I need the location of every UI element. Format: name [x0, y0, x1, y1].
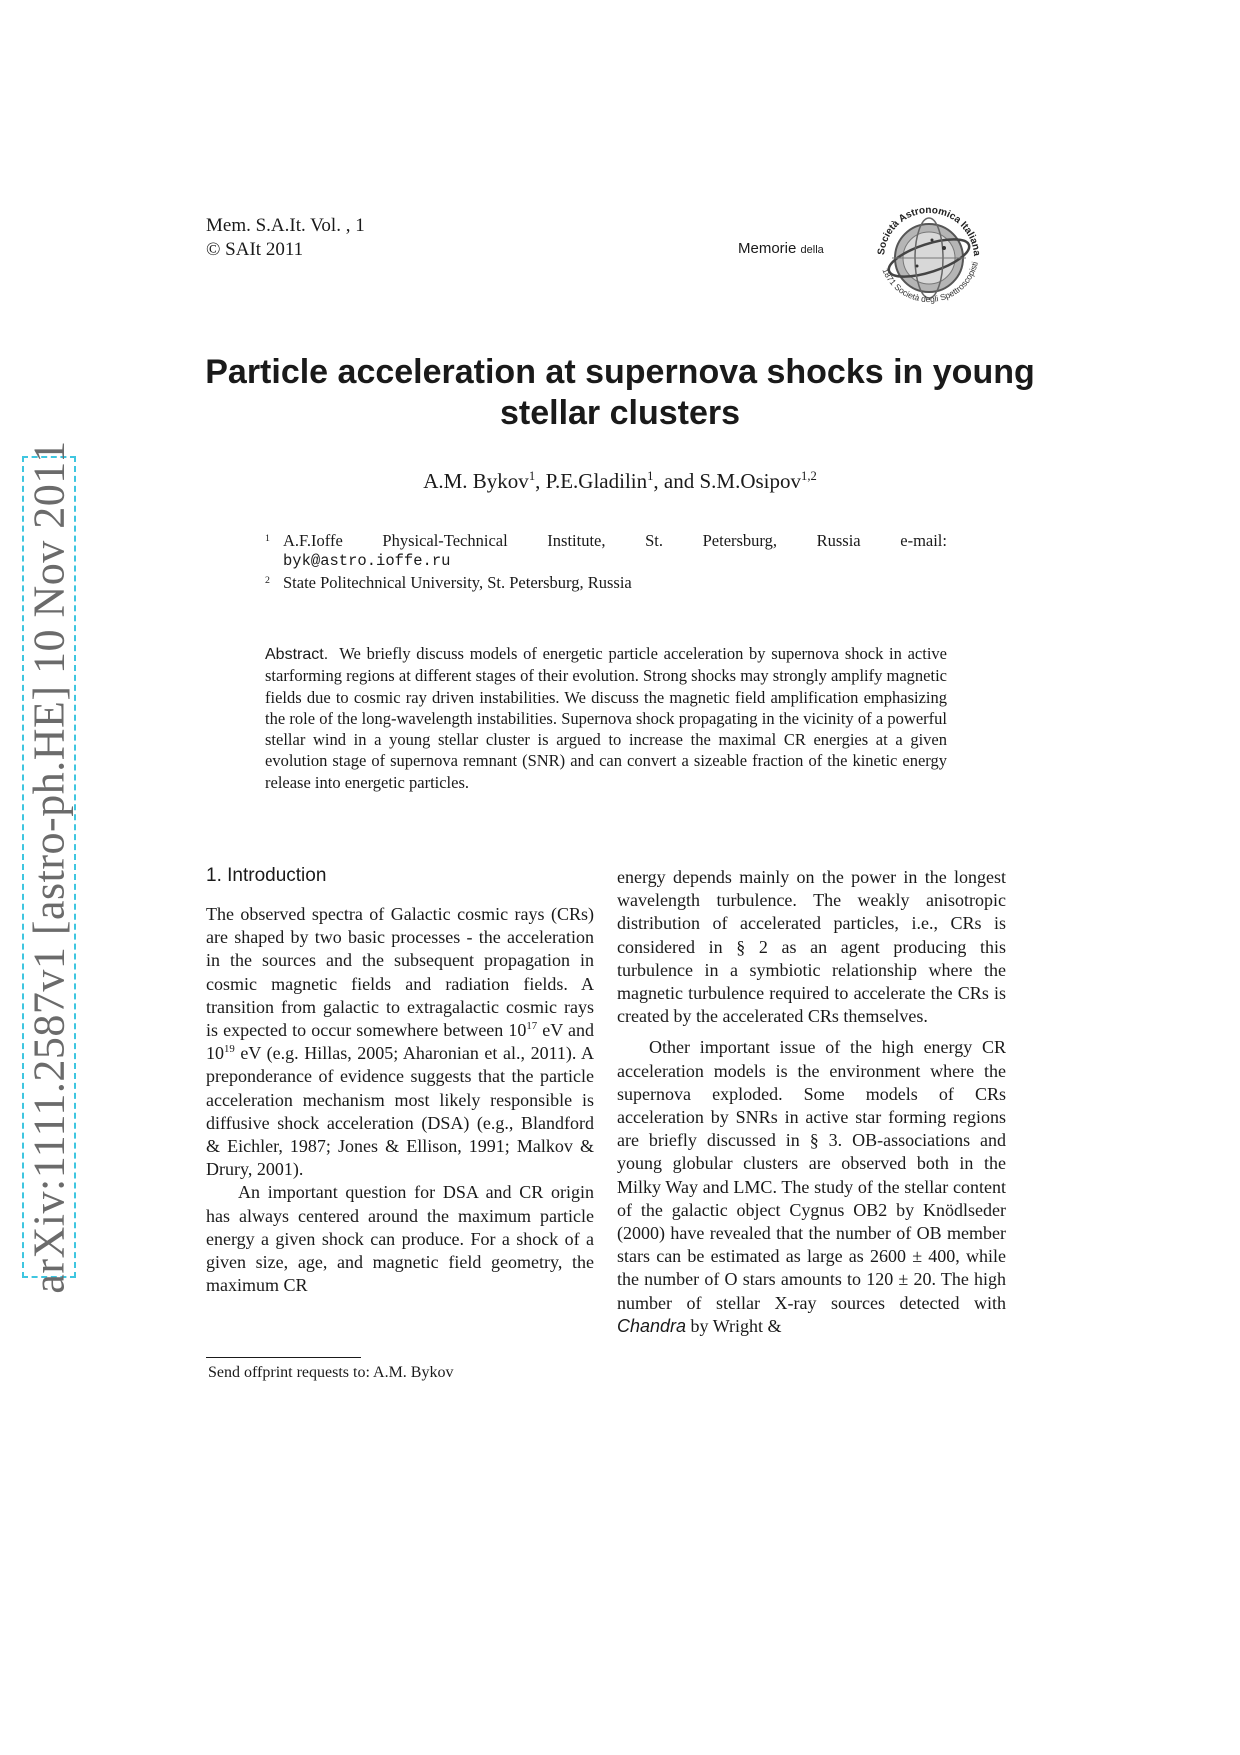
affiliation-word: e-mail: — [900, 531, 947, 550]
section-heading: 1. Introduction — [206, 865, 327, 886]
author-bykov: A.M. Bykov — [423, 469, 529, 493]
affiliation-word: Physical-Technical — [382, 531, 508, 550]
affiliation-2: 2 State Politechnical University, St. Petersburg, Russia — [265, 573, 632, 592]
logo-text-bottom: 1871 Società degli Spettroscopisti — [880, 260, 980, 305]
affiliation-1-email: byk@astro.ioffe.ru — [283, 552, 451, 570]
author-osipov-affil: 1,2 — [801, 469, 817, 483]
journal-info — [206, 214, 365, 262]
text-run: by Wright & — [686, 1315, 782, 1336]
abstract-label: Abstract. — [265, 646, 329, 663]
text-run: Other important issue of the high energy CR acceleration models is the environment where the supernova exploded. Some models of CRs acceleration by SNRs in active star forming regions are briefly discussed in § 3. OB-associations and young globular clusters are observed both in the Milky Way and LMC. The study of the stellar content of the galactic object Cygnus OB2 by Knödlseder (2000) have revealed that the number of OB member stars can be estimated as large as 2600 ± 400, while the number of O stars amounts to 120 ± 20. The high number of stellar X-ray sources detected with — [617, 1037, 1006, 1313]
affiliation-word: Petersburg, — [702, 531, 778, 550]
affiliation-1-line — [283, 530, 947, 551]
exponent: 19 — [224, 1043, 235, 1056]
memorie-word: Memorie — [738, 240, 797, 257]
affiliation-word: Institute, — [547, 531, 606, 550]
arxiv-stamp — [22, 440, 76, 1294]
chandra-italic: Chandra — [617, 1315, 687, 1336]
intro-paragraph-1 — [206, 903, 594, 1181]
arxiv-id: arXiv:1111.2587v1 [astro-ph.HE] 10 Nov 2011 — [24, 440, 74, 1294]
author-bykov-affil: 1 — [528, 469, 536, 483]
author-list — [200, 469, 1040, 494]
affiliation-word: A.F.Ioffe — [283, 531, 343, 550]
text-run: The observed spectra of Galactic cosmic rays (CRs) are shaped by two basic processes - the acceleration in the sources and the subsequent propagation in cosmic magnetic fields and radiation fields. A transition from galactic to extragalactic cosmic rays is expected to occur somewhere between 10 — [206, 904, 594, 1041]
column-left — [206, 903, 594, 1297]
abstract-text: We briefly discuss models of energetic particle acceleration by supernova shock in active starforming regions at different stages of their evolution. Strong shocks may strongly amplify magnetic fields due to cosmic ray driven instabilities. We discuss the magnetic field amplification emphasizing the role of the long-wavelength instabilities. Supernova shock propagating in the vicinity of a powerful stellar wind in a young stellar cluster is argued to increase the maximal CR energies at a given evolution stage of supernova remnant (SNR) and can convert a sizeable fraction of the kinetic energy release into energetic particles. — [265, 644, 947, 792]
author-gladilin: , P.E.Gladilin — [535, 469, 648, 493]
intro-paragraph-2: An important question for DSA and CR origin has always centered around the maximum particle energy a given shock can produce. For a shock of a given size, age, and magnetic field geometry, the maximum CR — [206, 1182, 594, 1296]
society-logo — [862, 198, 996, 318]
journal-volume: Mem. S.A.It. Vol. , 1 — [206, 215, 365, 236]
affiliation-1: 1 A.F.Ioffe Physical-Technical Institute, St. Petersburg, Russia e-mail: byk@astro.ioffe.ru — [265, 531, 947, 570]
footnote: Send offprint requests to: A.M. Bykov — [208, 1364, 454, 1381]
logo-text-top: Società Astronomica Italiana — [876, 204, 983, 257]
affiliations — [265, 530, 947, 593]
intro-paragraph-3: energy depends mainly on the power in the longest wavelength turbulence. The weakly anisotropic distribution of accelerated particles, i.e., CRs is considered in § 2 as an agent producing this turbulence in a symbiotic relationship where the magnetic turbulence required to accelerate the CRs is created by the accelerated CRs themselves. — [617, 867, 1006, 1027]
affiliation-word: St. — [645, 531, 663, 550]
abstract — [265, 643, 947, 793]
author-osipov: , and S.M.Osipov — [653, 469, 802, 493]
author-gladilin-affil: 1 — [647, 469, 654, 483]
memorie-label — [738, 240, 824, 257]
footnote-rule — [206, 1357, 361, 1358]
paper-title: Particle acceleration at supernova shocks in young stellar clusters — [205, 353, 1035, 432]
text-run: eV and 10 — [206, 1020, 595, 1064]
exponent: 17 — [526, 1020, 538, 1033]
intro-paragraph-4 — [617, 1036, 1006, 1338]
column-right — [617, 866, 1006, 1338]
affiliation-2-text: State Politechnical University, St. Petersburg, Russia — [283, 573, 632, 592]
affiliation-word: Russia — [816, 531, 861, 550]
text-run: eV (e.g. Hillas, 2005; Aharonian et al., 2011). A preponderance of evidence suggests that the particle acceleration mechanism most likely responsible is diffusive shock acceleration (DSA) (e.g., Blandford & Eichler, 1987; Jones & Ellison, 1991; Malkov & Drury, 2001). — [206, 1043, 594, 1180]
della-word: della — [800, 244, 824, 256]
journal-copyright: © SAIt 2011 — [206, 239, 304, 260]
